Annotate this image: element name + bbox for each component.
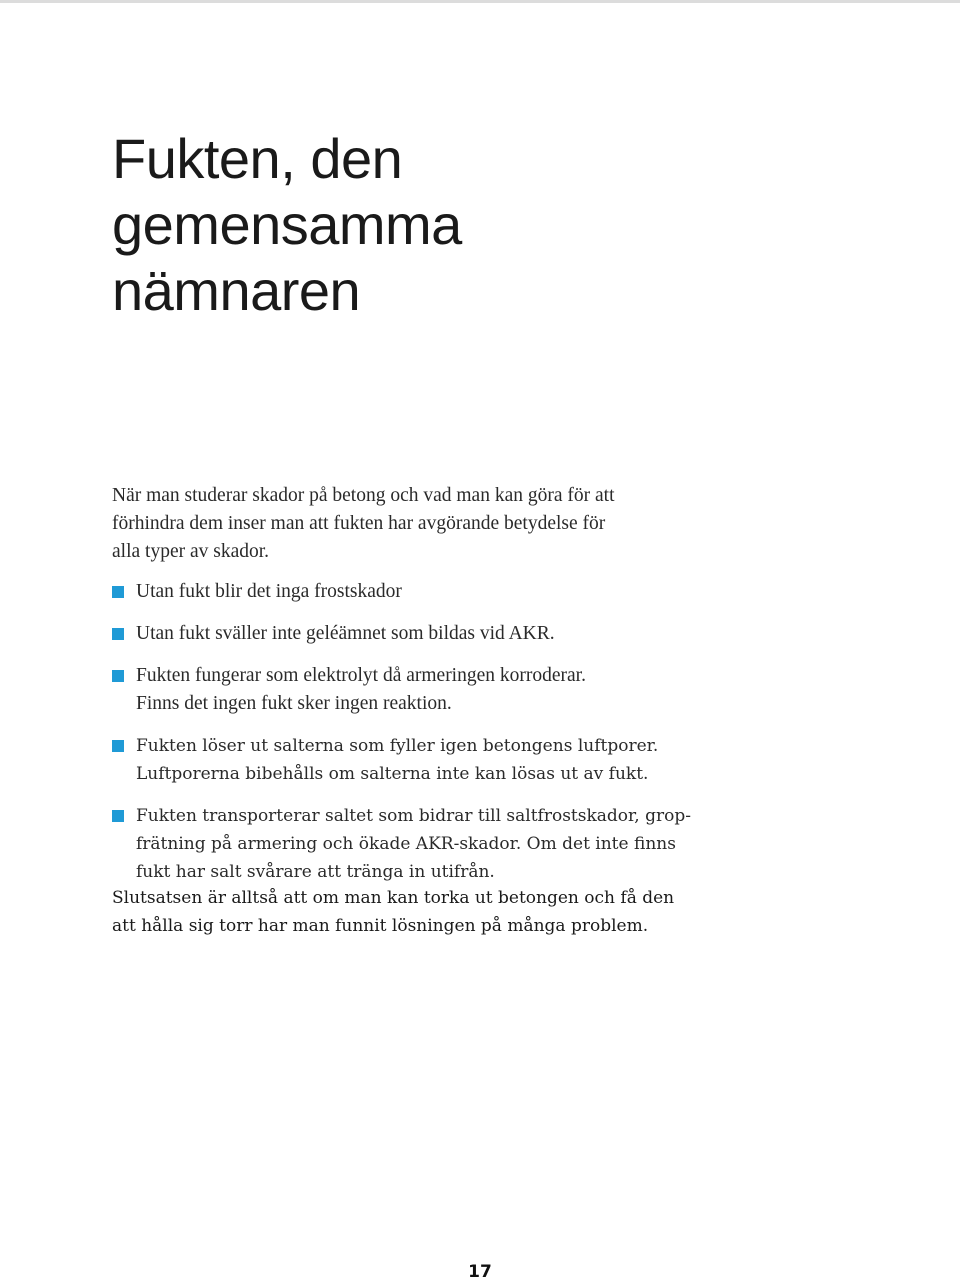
list-item xyxy=(112,578,732,606)
square-bullet-icon xyxy=(112,810,124,822)
bullet-list xyxy=(112,578,732,900)
square-bullet-icon xyxy=(112,586,124,598)
title-line: gemensamma xyxy=(112,193,462,256)
list-item-text: frätning på armering och ökade AKR-skador. Om det inte finns xyxy=(136,834,676,854)
list-item xyxy=(112,620,732,648)
list-item-text: Finns det ingen fukt sker ingen reaktion. xyxy=(136,693,452,714)
list-item xyxy=(112,732,732,788)
square-bullet-icon xyxy=(112,670,124,682)
list-item-text: Luftporerna bibehålls om salterna inte kan lösas ut av fukt. xyxy=(136,764,649,784)
title-line: nämnaren xyxy=(112,259,361,322)
list-item xyxy=(112,662,732,718)
page-number: 17 xyxy=(468,1262,492,1282)
conclusion-line: Slutsatsen är alltså att om man kan torka ut betongen och få den xyxy=(112,888,675,908)
list-item-text: Fukten löser ut salterna som fyller igen betongens luftporer. xyxy=(136,736,659,756)
intro-line: förhindra dem inser man att fukten har avgörande betydelse för xyxy=(112,513,606,534)
intro-line: När man studerar skador på betong och vad man kan göra för att xyxy=(112,485,615,506)
page-title xyxy=(112,126,812,324)
intro-line: alla typer av skador. xyxy=(112,541,270,562)
list-item xyxy=(112,802,732,886)
square-bullet-icon xyxy=(112,628,124,640)
list-item-text: Utan fukt sväller inte geléämnet som bildas vid AKR. xyxy=(136,623,555,644)
list-item-text: Fukten transporterar saltet som bidrar till saltfrostskador, grop- xyxy=(136,806,691,826)
list-item-text: Fukten fungerar som elektrolyt då armeringen korroderar. xyxy=(136,665,586,686)
list-item-text: fukt har salt svårare att tränga in utifrån. xyxy=(136,862,495,882)
top-divider xyxy=(0,0,960,3)
square-bullet-icon xyxy=(112,740,124,752)
title-line: Fukten, den xyxy=(112,127,403,190)
intro-paragraph xyxy=(112,482,732,566)
conclusion-paragraph xyxy=(112,884,752,940)
conclusion-line: att hålla sig torr har man funnit lösningen på många problem. xyxy=(112,916,649,936)
list-item-text: Utan fukt blir det inga frostskador xyxy=(136,581,402,602)
